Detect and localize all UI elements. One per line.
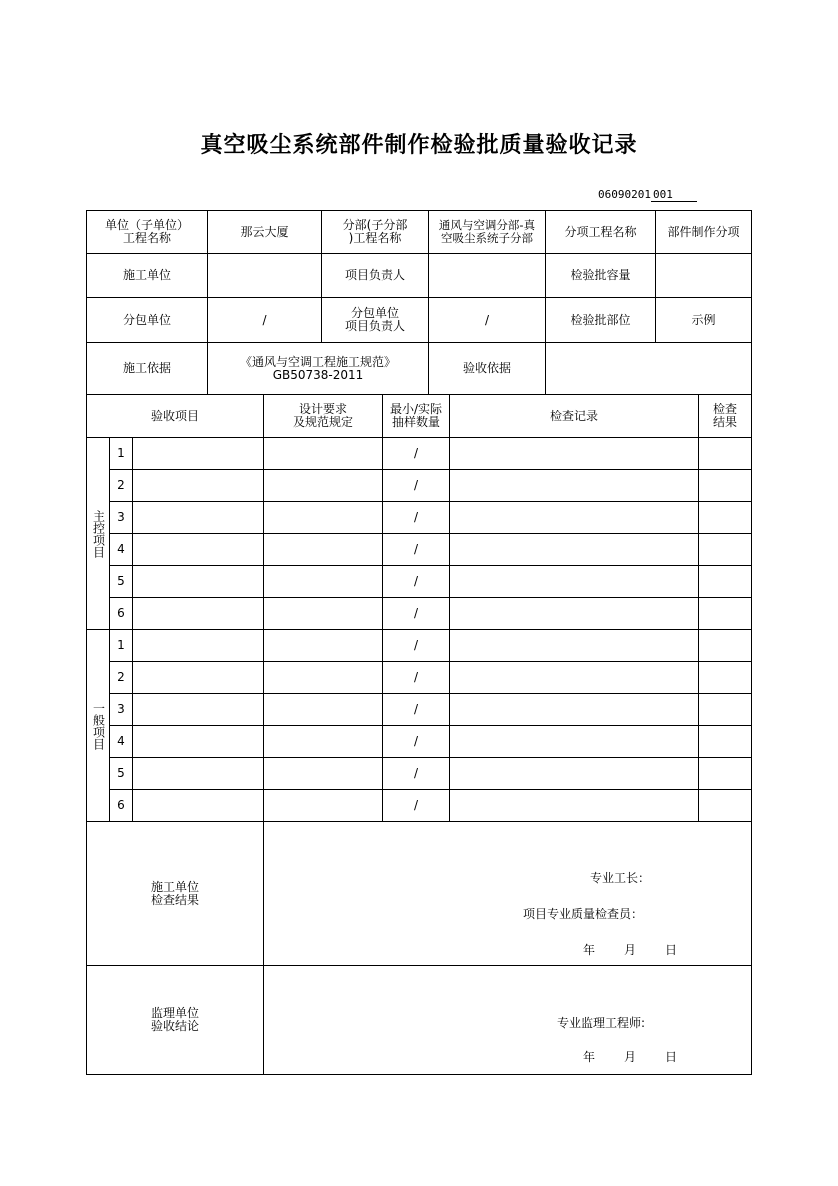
col-header-requirement — [263, 394, 383, 438]
col-header-result-line-2: 结果 — [712, 415, 737, 429]
general-section-row-6-sample: / — [382, 789, 450, 822]
general-section-row-1-requirement[interactable] — [263, 629, 383, 662]
general-section-row-4-record[interactable] — [449, 725, 699, 758]
supervisor-check-label-line-2: 验收结论 — [150, 1019, 199, 1033]
division-value — [428, 210, 546, 254]
general-section-row-2-record[interactable] — [449, 661, 699, 694]
general-section-row-5-requirement[interactable] — [263, 757, 383, 790]
general-section-row-2-no: 2 — [109, 661, 133, 694]
col-header-item: 验收项目 — [86, 394, 264, 438]
unit-label-line-2: 工程名称 — [122, 231, 171, 245]
general-section-row-1-sample: / — [382, 629, 450, 662]
division-label — [321, 210, 429, 254]
main-section-row-2-sample: / — [382, 469, 450, 502]
general-section-row-4-item[interactable] — [132, 725, 264, 758]
foreman-signature-label: 专业工长： — [590, 871, 651, 885]
general-section-row-1-no: 1 — [109, 629, 133, 662]
main-section-row-2-no: 2 — [109, 469, 133, 502]
sub-pm-label-line-2: 项目负责人 — [344, 319, 405, 333]
main-section-row-1-sample: / — [382, 437, 450, 470]
main-section-row-3-item[interactable] — [132, 501, 264, 534]
batch-capacity-label: 检验批容量 — [545, 253, 656, 298]
document-number-suffix: 001 — [651, 188, 697, 202]
subitem-value: 部件制作分项 — [655, 210, 752, 254]
general-section-row-6-requirement[interactable] — [263, 789, 383, 822]
main-section-row-5-sample: / — [382, 565, 450, 598]
supervisor-check-label-line-1: 监理单位 — [150, 1006, 199, 1020]
unit-value: 那云大厦 — [207, 210, 322, 254]
construction-basis-value-text-2: GB50738-2011 — [272, 367, 364, 382]
supervisor-date-month: 月 — [624, 1050, 637, 1064]
general-section-row-3-result[interactable] — [698, 693, 752, 726]
main-section-label: 主控项目 — [86, 437, 110, 630]
col-header-sample-line-1: 最小/实际 — [389, 402, 443, 416]
general-section-row-2-result[interactable] — [698, 661, 752, 694]
general-section-row-3-record[interactable] — [449, 693, 699, 726]
main-section-row-2-item[interactable] — [132, 469, 264, 502]
division-value-line-2: 空吸尘系统子分部 — [441, 231, 533, 245]
main-section-row-6-requirement[interactable] — [263, 597, 383, 630]
main-section-row-4-sample: / — [382, 533, 450, 566]
main-section-row-4-no: 4 — [109, 533, 133, 566]
general-section-label: 一般项目 — [86, 629, 110, 822]
batch-capacity-value[interactable] — [655, 253, 752, 298]
general-section-row-2-requirement[interactable] — [263, 661, 383, 694]
sub-pm-label — [321, 297, 429, 343]
main-section-row-1-item[interactable] — [132, 437, 264, 470]
main-section-row-1-no: 1 — [109, 437, 133, 470]
general-section-row-5-result[interactable] — [698, 757, 752, 790]
general-section-row-5-sample: / — [382, 757, 450, 790]
main-section-row-6-item[interactable] — [132, 597, 264, 630]
supervising-engineer-label: 专业监理工程师: — [557, 1016, 646, 1030]
main-section-row-6-record[interactable] — [449, 597, 699, 630]
project-manager-value[interactable] — [428, 253, 546, 298]
general-section-row-1-item[interactable] — [132, 629, 264, 662]
contractor-check-label — [86, 821, 264, 966]
main-section-row-6-result[interactable] — [698, 597, 752, 630]
batch-location-label: 检验批部位 — [545, 297, 656, 343]
subcontractor-label: 分包单位 — [86, 297, 208, 343]
division-label-line-2: )工程名称 — [348, 231, 402, 245]
subcontractor-value: / — [207, 297, 322, 343]
main-section-row-4-record[interactable] — [449, 533, 699, 566]
construction-basis-label: 施工依据 — [86, 342, 208, 395]
main-section-row-5-no: 5 — [109, 565, 133, 598]
contractor-label: 施工单位 — [86, 253, 208, 298]
unit-label-line-1: 单位（子单位） — [104, 218, 189, 232]
quality-inspector-label: 项目专业质量检查员： — [523, 907, 644, 921]
general-section-row-6-no: 6 — [109, 789, 133, 822]
general-section-row-3-requirement[interactable] — [263, 693, 383, 726]
supervisor-check-label — [86, 965, 264, 1075]
supervisor-date-day: 日 — [665, 1050, 678, 1064]
construction-basis-value — [207, 342, 429, 395]
contractor-date-day: 日 — [665, 943, 678, 957]
general-section-row-5-item[interactable] — [132, 757, 264, 790]
general-section-row-1-result[interactable] — [698, 629, 752, 662]
main-section-row-4-item[interactable] — [132, 533, 264, 566]
general-section-row-5-record[interactable] — [449, 757, 699, 790]
main-section-row-4-result[interactable] — [698, 533, 752, 566]
main-section-row-2-record[interactable] — [449, 469, 699, 502]
general-section-row-6-result[interactable] — [698, 789, 752, 822]
general-section-row-3-item[interactable] — [132, 693, 264, 726]
col-header-requirement-line-1: 设计要求 — [298, 402, 347, 416]
general-section-row-3-no: 3 — [109, 693, 133, 726]
main-section-row-4-requirement[interactable] — [263, 533, 383, 566]
general-section-row-4-no: 4 — [109, 725, 133, 758]
contractor-value[interactable] — [207, 253, 322, 298]
general-section-row-2-sample: / — [382, 661, 450, 694]
main-section-row-1-requirement[interactable] — [263, 437, 383, 470]
main-section-row-3-result[interactable] — [698, 501, 752, 534]
project-manager-label: 项目负责人 — [321, 253, 429, 298]
general-section-row-4-result[interactable] — [698, 725, 752, 758]
main-section-row-5-item[interactable] — [132, 565, 264, 598]
page-title: 真空吸尘系统部件制作检验批质量验收记录 — [200, 132, 638, 158]
construction-basis-value-text-1: 《通风与空调工程施工规范》 — [239, 354, 396, 369]
subitem-label: 分项工程名称 — [545, 210, 656, 254]
contractor-check-label-line-2: 检查结果 — [150, 892, 199, 907]
general-section-row-4-sample: / — [382, 725, 450, 758]
general-section-row-4-requirement[interactable] — [263, 725, 383, 758]
general-section-row-1-record[interactable] — [449, 629, 699, 662]
col-header-result — [698, 394, 752, 438]
supervisor-check-area[interactable] — [263, 965, 752, 1075]
contractor-date-year: 年 — [583, 943, 596, 957]
col-header-sample-line-2: 抽样数量 — [391, 415, 440, 429]
division-value-line-1: 通风与空调分部-真 — [438, 218, 536, 232]
main-section-row-5-record[interactable] — [449, 565, 699, 598]
main-section-row-5-requirement[interactable] — [263, 565, 383, 598]
main-section-row-3-no: 3 — [109, 501, 133, 534]
col-header-requirement-line-2: 及规范规定 — [292, 415, 353, 429]
division-label-line-1: 分部(子分部 — [342, 218, 408, 232]
acceptance-basis-value[interactable] — [545, 342, 752, 395]
general-section-row-5-no: 5 — [109, 757, 133, 790]
general-section-row-6-item[interactable] — [132, 789, 264, 822]
col-header-record: 检查记录 — [449, 394, 699, 438]
col-header-sample — [382, 394, 450, 438]
acceptance-basis-label: 验收依据 — [428, 342, 546, 395]
contractor-date-month: 月 — [624, 943, 637, 957]
supervisor-date-year: 年 — [583, 1050, 596, 1064]
col-header-result-line-1: 检查 — [712, 402, 737, 416]
main-section-row-2-requirement[interactable] — [263, 469, 383, 502]
general-section-row-3-sample: / — [382, 693, 450, 726]
document-number — [598, 188, 697, 202]
main-section-row-2-result[interactable] — [698, 469, 752, 502]
contractor-check-label-line-1: 施工单位 — [150, 879, 199, 894]
main-section-row-1-result[interactable] — [698, 437, 752, 470]
main-section-row-5-result[interactable] — [698, 565, 752, 598]
main-section-row-6-sample: / — [382, 597, 450, 630]
unit-label — [86, 210, 208, 254]
main-section-row-3-record[interactable] — [449, 501, 699, 534]
main-section-row-3-sample: / — [382, 501, 450, 534]
contractor-check-area[interactable] — [263, 821, 752, 966]
general-section-row-6-record[interactable] — [449, 789, 699, 822]
batch-location-value: 示例 — [655, 297, 752, 343]
main-section-row-6-no: 6 — [109, 597, 133, 630]
sub-pm-value: / — [428, 297, 546, 343]
main-section-row-1-record[interactable] — [449, 437, 699, 470]
document-number-prefix: 06090201 — [598, 188, 651, 201]
main-section-row-3-requirement[interactable] — [263, 501, 383, 534]
sub-pm-label-line-1: 分包单位 — [350, 306, 399, 320]
general-section-row-2-item[interactable] — [132, 661, 264, 694]
